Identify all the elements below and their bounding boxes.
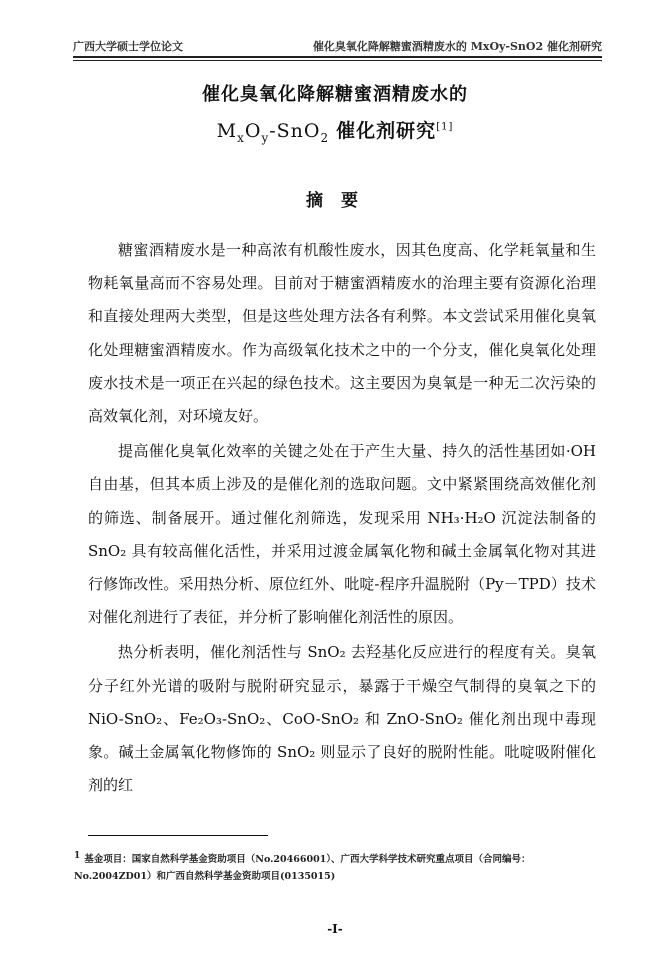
abstract-heading: 摘 要: [306, 191, 364, 211]
page-number: -I-: [327, 922, 343, 936]
footnote-mark: 1: [74, 851, 81, 861]
title-formula-m: M: [216, 120, 238, 142]
title-sub-2: 2: [320, 130, 330, 145]
footnote: [74, 848, 604, 885]
footnote-rule: [88, 835, 268, 836]
title-formula-o: O: [244, 120, 262, 142]
title-ref: [1]: [436, 121, 454, 133]
abstract-body: [88, 234, 596, 802]
header-rule-thin: [73, 60, 602, 61]
footnote-text: 基金项目：国家自然科学基金资助项目（No.20466001）、广西大学科学技术研究重点项目（合同编号：No.2004ZD01）和广西自然科学基金资助项目(0135015): [74, 854, 531, 883]
header-rule-thick: [73, 56, 602, 58]
paragraph-2: 提高催化臭氧化效率的关键之处在于产生大量、持久的活性基团如·OH自由基，但其本质上涉及的是催化剂的选取问题。文中紧紧围绕高效催化剂的筛选、制备展开。通过催化剂筛选，发现采用 NH₃·H₂O 沉淀法制备的 SnO₂ 具有较高催化活性，并采用过渡金属氧化物和碱土金属氧化物对其进行修饰改性。采用热分析、原位红外、吡啶-程序升温脱附（Py－TPD）技术对催化剂进行了表征，并分析了影响催化剂活性的原因。: [88, 442, 596, 627]
title-zh: 催化剂研究: [336, 120, 437, 142]
title-sub-y: y: [261, 130, 270, 145]
paragraph-1: 糖蜜酒精废水是一种高浓有机酸性废水，因其色度高、化学耗氧量和生物耗氧量高而不容易处理。目前对于糖蜜酒精废水的治理主要有资源化治理和直接处理两大类型，但是这些处理方法各有利弊。本文尝试采用催化臭氧化处理糖蜜酒精废水。作为高级氧化技术之中的一个分支，催化臭氧化处理废水技术是一项正在兴起的绿色技术。这主要因为臭氧是一种无二次污染的高效氧化剂，对环境友好。: [88, 241, 596, 426]
title-line-2: [0, 116, 670, 145]
title-sub-x: x: [237, 130, 245, 145]
running-header: [73, 38, 602, 56]
header-right: 催化臭氧化降解糖蜜酒精废水的 MxOy-SnO2 催化剂研究: [312, 40, 602, 53]
title-line-1: 催化臭氧化降解糖蜜酒精废水的: [202, 84, 468, 105]
paragraph-3: 热分析表明，催化剂活性与 SnO₂ 去羟基化反应进行的程度有关。臭氧分子红外光谱的吸附与脱附研究显示，暴露于干燥空气制得的臭氧之下的 NiO-SnO₂、Fe₂O₃-SnO₂、CoO-SnO₂ 和 ZnO-SnO₂ 催化剂出现中毒现象。碱土金属氧化物修饰的 SnO₂ 则显示了良好的脱附性能。吡啶吸附催化剂的红: [88, 643, 596, 795]
header-left: 广西大学硕士学位论文: [73, 40, 183, 53]
title-formula-sno: -SnO: [269, 120, 321, 142]
